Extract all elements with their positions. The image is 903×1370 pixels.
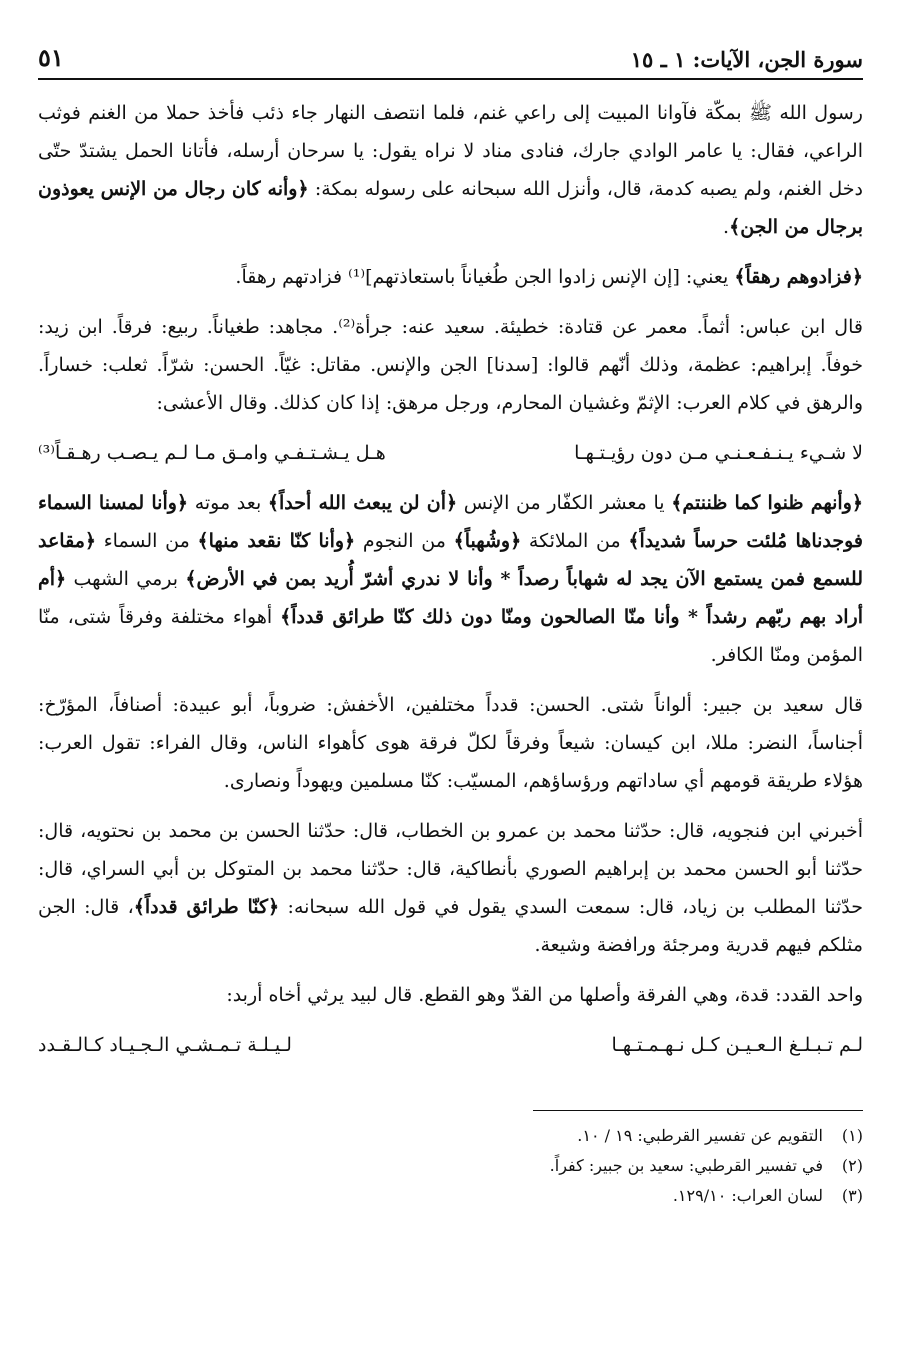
- quran-quote: ﴿مقاعد للسمع فمن يستمع الآن يجد له شهاباً رصداً * وأنا لا ندري أشرّ أُريد بمن في الأرض﴾: [38, 530, 863, 590]
- footnote-text: في تفسير القرطبي: سعيد بن جبير: كفراً.: [549, 1156, 823, 1175]
- paragraph-text: أهواء مختلفة وفرقاً شتى، منّا المؤمن ومنّا الكافر.: [38, 606, 863, 666]
- paragraph-text: يعني: [إن الإنس زادوا الجن طُغياناً باستعاذتهم]⁽¹⁾ فزادتهم رهقاً.: [235, 266, 735, 288]
- quran-quote: ﴿وشُهباً﴾: [453, 530, 522, 552]
- paragraph: [38, 812, 863, 964]
- footnote-separator: [38, 1110, 863, 1111]
- paragraph-text: قال ابن عباس: أثماً. معمر عن قتادة: خطيئة. سعيد عنه: جرأة⁽²⁾. مجاهد: طغياناً. ربيع: فرقاً. ابن زيد: خوفاً. إبراهيم: عظمة، وذلك أنّهم قالوا: [سدنا] الجن والإنس. مقاتل: غيّاً. الحسن: شرّاً. ثعلب: خساراً. والرهق في كلام العرب: الإثمّ وغشيان المحارم، ورجل مرهق: إذا كان كذلك. وقال الأعشى:: [38, 316, 863, 414]
- poetry-verse: [38, 1026, 863, 1064]
- quran-quote: ﴿وأنا كنّا نقعد منها﴾: [197, 530, 356, 552]
- paragraph-text: واحد القدد: قدة، وهي الفرقة وأصلها من القدّ وهو القطع. قال لبيد يرثي أخاه أربد:: [226, 984, 863, 1006]
- paragraph: [38, 484, 863, 674]
- verse-second-hemistich: هـل يـشـتـفـي وامـق مـا لـم يـصـب رهـقـاً⁽³⁾: [38, 442, 386, 464]
- paragraph-text: يا معشر الكفّار من الإنس: [457, 492, 672, 514]
- quran-quote: ﴿وأنا لمسنا السماء فوجدناها مُلئت حرساً شديداً﴾: [38, 492, 864, 552]
- quran-quote: ﴿كنّا طرائق قدداً﴾: [133, 896, 280, 918]
- footnote: [38, 1121, 863, 1151]
- paragraph-text: من السماء: [96, 530, 198, 552]
- quran-quote: ﴿وأنهم ظنوا كما ظننتم﴾: [671, 492, 863, 514]
- footnotes: [38, 1121, 863, 1211]
- paragraph-text: من الملائكة: [521, 530, 629, 552]
- paragraph-tail: .: [723, 216, 730, 238]
- paragraph-text: قال سعيد بن جبير: ألواناً شتى. الحسن: قدداً مختلفين، الأخفش: ضروباً، أبو عبيدة: أصنافاً، المؤرّخ: أجناساً، النضر: مللا، ابن كيسان: شيعاً وفرقاً لكلّ فرقة هوى كأهواء الناس، وقال الفراء: تقول العرب: هؤلاء طريقة قومهم أي ساداتهم ورؤساؤهم، المسيّب: كنّا مسلمين ويهوداً ونصارى.: [38, 694, 863, 792]
- quran-quote: ﴿وأنه كان رجال من الإنس يعوذون برجال من الجن﴾: [38, 178, 863, 238]
- footnote-text: التقويم عن تفسير القرطبي: ١٩ / ١٠.: [577, 1126, 823, 1145]
- quran-quote: ﴿أم أراد بهم ربّهم رشداً * وأنا منّا الصالحون ومنّا دون ذلك كنّا طرائق قدداً﴾: [38, 568, 863, 628]
- paragraph: [38, 308, 863, 422]
- paragraph: [38, 686, 863, 800]
- paragraph-text: أخبرني ابن فنجويه، قال: حدّثنا محمد بن عمرو بن الخطاب، قال: حدّثنا الحسن بن محمد بن نحتويه، قال: حدّثنا أبو الحسن محمد بن إبراهيم الصوري بأنطاكية، قال: حدّثنا محمد بن المتوكل بن أبي السراي، قال: حدّثنا المطلب بن زياد، قال: سمعت السدي يقول في قول الله سبحانه:: [38, 820, 863, 918]
- footnote-number: (١): [841, 1126, 863, 1145]
- footnote: [38, 1151, 863, 1181]
- page-number: ٥١: [38, 43, 64, 72]
- verse-second-hemistich: لـيـلـة تـمـشـي الـجـيـاد كـالـقـدد: [38, 1034, 292, 1056]
- quran-quote: ﴿أن لن يبعث الله أحداً﴾: [267, 492, 458, 514]
- quran-quote: ﴿فزادوهم رهقاً﴾: [734, 266, 863, 288]
- running-title: سورة الجن، الآيات: ١ ـ ١٥: [630, 47, 863, 72]
- page-header: [38, 28, 863, 80]
- paragraph: [38, 258, 863, 296]
- footnote-number: (٣): [841, 1186, 863, 1205]
- paragraph-text: رسول الله ﷺ بمكّة فآوانا المبيت إلى راعي غنم، فلما انتصف النهار جاء ذئب فأخذ حملا من الغنم فوثب الراعي، فقال: يا عامر الوادي جارك، فنادى مناد لا نراه يقول: يا سرحان أرسله، فأتانا الحمل يشتدّ حتّى دخل الغنم، ولم يصبه كدمة، قال، وأنزل الله سبحانه على رسوله بمكة:: [38, 102, 864, 200]
- paragraph-text: بعد موته: [188, 492, 268, 514]
- page-body: [38, 94, 863, 1064]
- paragraph-text: من النجوم: [355, 530, 454, 552]
- paragraph-text: برمي الشهب: [66, 568, 186, 590]
- footnote-number: (٢): [841, 1156, 863, 1175]
- paragraph: [38, 976, 863, 1014]
- footnote-text: لسان العراب: ١٢٩/١٠.: [672, 1186, 823, 1205]
- paragraph-tail: ، قال: الجن مثلكم فيهم قدرية ومرجئة ورافضة وشيعة.: [38, 896, 863, 956]
- paragraph: [38, 94, 863, 246]
- footnote: [38, 1181, 863, 1211]
- verse-first-hemistich: لـم تـبـلـغ الـعـيـن كـل نـهـمـتـهـا: [611, 1034, 863, 1056]
- verse-first-hemistich: لا شـيء يـنـفـعـنـي مـن دون رؤيـتـهـا: [574, 442, 863, 464]
- poetry-verse: [38, 434, 863, 472]
